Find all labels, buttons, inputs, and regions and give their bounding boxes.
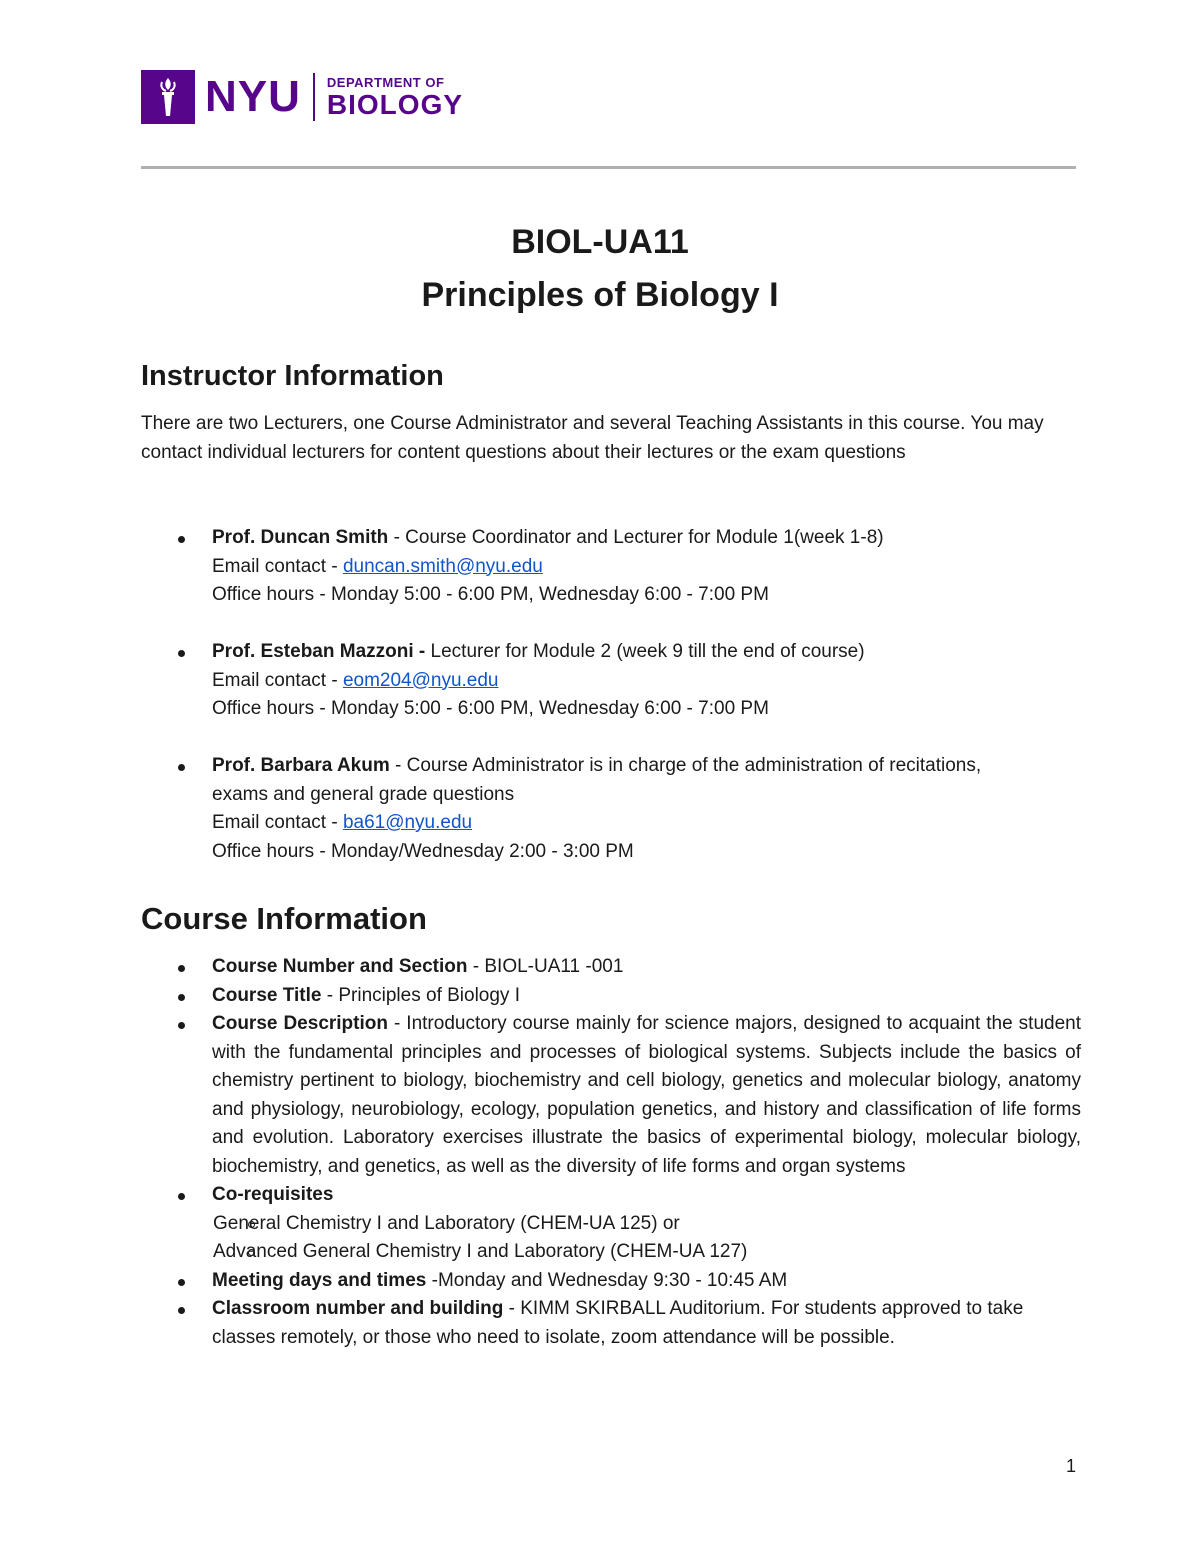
course-name: Principles of Biology I xyxy=(421,276,779,314)
page-number: 1 xyxy=(1066,1456,1077,1476)
bullet-icon xyxy=(178,965,185,972)
circle-bullet-icon xyxy=(248,1249,255,1256)
circle-bullet-icon xyxy=(248,1221,255,1228)
course-list xyxy=(141,953,1081,1352)
instructor-list xyxy=(141,524,1081,610)
course-description-value: - Introductory course mainly for science majors, designed to acquaint the student with the fundamental principles and processes of biological systems. Subjects include the basics of chemistry pertinent to biology, biochemistry and cell biology, genetics and molecular biology, anatomy and physiology, neurobiology, ecology, population genetics, and history and classification of life forms and evolution. Laboratory exercises illustrate the basics of experimental biology, molecular biology, biochemistry, and genetics, as well as the diversity of life forms and organ systems xyxy=(212,1013,1081,1177)
corequisites-label: Co-requisites xyxy=(212,1184,334,1205)
course-description-label: Course Description xyxy=(212,1013,388,1034)
instructor-role: Lecturer for Module 2 (week 9 till the end of course) xyxy=(425,641,865,662)
course-item xyxy=(141,1181,1081,1267)
course-number-value: - BIOL-UA11 -001 xyxy=(467,956,624,977)
course-code: BIOL-UA11 xyxy=(511,223,689,261)
bullet-icon xyxy=(178,1022,185,1029)
classroom-value: - KIMM SKIRBALL Auditorium. For students approved to take classes remotely, or those who need to isolate, zoom attendance will be possible. xyxy=(212,1298,1024,1348)
instructor-role: - Course Coordinator and Lecturer for Module 1(week 1-8) xyxy=(388,527,884,548)
instructor-item xyxy=(141,752,1002,866)
meeting-value: -Monday and Wednesday 9:30 - 10:45 AM xyxy=(426,1269,788,1291)
email-label: Email contact - xyxy=(212,555,343,577)
classroom-label: Classroom number and building xyxy=(212,1298,504,1319)
logo-dept-line2: BIOLOGY xyxy=(326,88,464,120)
corequisite-item xyxy=(141,1210,1081,1239)
nyu-biology-logo xyxy=(141,70,463,124)
instructor-name: Prof. Duncan Smith xyxy=(212,527,389,548)
header-rule xyxy=(141,166,1076,169)
instructor-name: Prof. Esteban Mazzoni - xyxy=(212,641,426,662)
meeting-label: Meeting days and times xyxy=(212,1269,427,1291)
corequisites-list xyxy=(212,1210,1081,1267)
office-hours: Office hours - Monday 5:00 - 6:00 PM, Wednesday 6:00 - 7:00 PM xyxy=(212,698,769,719)
course-heading: Course Information xyxy=(141,901,427,936)
course-item xyxy=(141,1010,1081,1181)
course-item xyxy=(141,982,1081,1011)
email-link[interactable]: ba61@nyu.edu xyxy=(342,812,473,833)
corequisite-item xyxy=(141,1238,1081,1267)
logo-divider xyxy=(313,73,315,121)
bullet-icon xyxy=(178,1193,185,1200)
instructor-item xyxy=(141,638,1081,724)
torch-icon xyxy=(141,70,195,124)
office-hours: Office hours - Monday/Wednesday 2:00 - 3:00 PM xyxy=(212,840,634,862)
course-title-value: - Principles of Biology I xyxy=(321,984,520,1006)
office-hours: Office hours - Monday 5:00 - 6:00 PM, Wednesday 6:00 - 7:00 PM xyxy=(212,584,769,605)
course-item xyxy=(141,953,1081,982)
instructor-role: - Course Administrator is in charge of the administration of recitations, exams and general grade questions xyxy=(212,755,982,805)
instructor-item xyxy=(141,524,1081,610)
bullet-icon xyxy=(178,1307,185,1314)
instructor-list xyxy=(141,638,1081,724)
instructor-heading: Instructor Information xyxy=(141,360,444,392)
course-title-label: Course Title xyxy=(212,984,322,1006)
corequisite-text: Advanced General Chemistry I and Laboratory (CHEM-UA 127) xyxy=(213,1241,748,1262)
logo-dept-line1: DEPARTMENT OF xyxy=(326,74,445,90)
course-number-label: Course Number and Section xyxy=(212,956,468,977)
logo-brand: NYU xyxy=(205,72,301,121)
corequisite-text: General Chemistry I and Laboratory (CHEM-UA 125) or xyxy=(213,1212,680,1234)
email-label: Email contact - xyxy=(212,812,343,833)
email-link[interactable]: duncan.smith@nyu.edu xyxy=(342,555,543,577)
bullet-icon xyxy=(178,1279,185,1286)
instructor-list xyxy=(141,752,1081,866)
bullet-icon xyxy=(178,994,185,1001)
email-label: Email contact - xyxy=(212,669,343,691)
course-item xyxy=(141,1267,1081,1296)
logo-department xyxy=(327,75,463,120)
bullet-icon xyxy=(178,764,185,771)
instructor-name: Prof. Barbara Akum xyxy=(212,755,390,776)
course-item xyxy=(141,1295,1081,1352)
email-link[interactable]: eom204@nyu.edu xyxy=(342,669,499,691)
instructor-intro: There are two Lecturers, one Course Administrator and several Teaching Assistants in this course. You may contact individual lecturers for content questions about their lectures or the exam questions xyxy=(141,413,1044,463)
bullet-icon xyxy=(178,650,185,657)
bullet-icon xyxy=(178,536,185,543)
